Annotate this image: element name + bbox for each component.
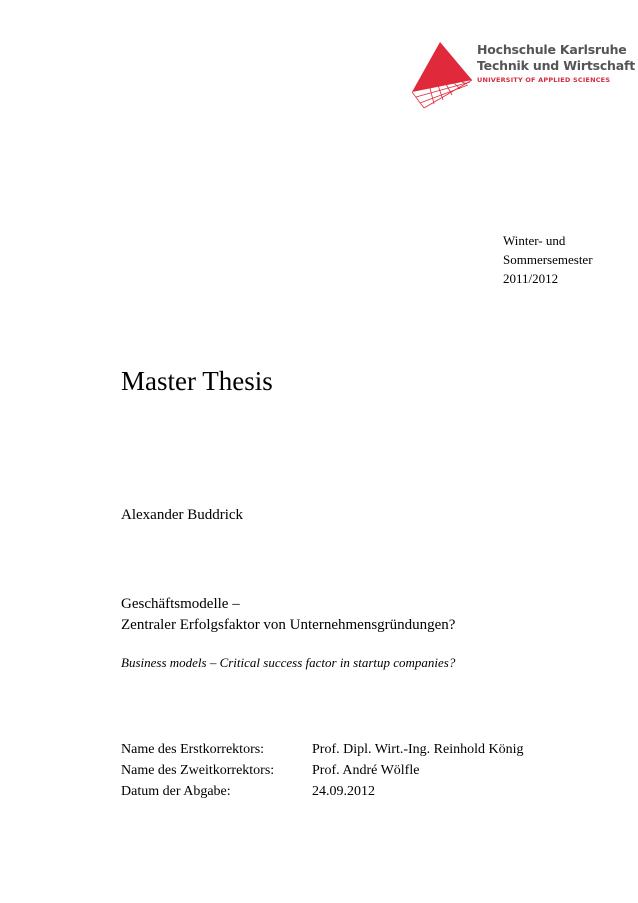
meta-row-second-examiner bbox=[121, 760, 524, 781]
metadata-table bbox=[121, 739, 524, 802]
document-title: Master Thesis bbox=[121, 366, 273, 396]
topic-line-2: Zentraler Erfolgsfaktor von Unternehmensgründungen? bbox=[121, 617, 456, 633]
meta-row-first-examiner bbox=[121, 739, 524, 760]
semester-line-3: 2011/2012 bbox=[503, 271, 559, 286]
university-emblem-icon bbox=[412, 42, 474, 110]
meta-value: Prof. Dipl. Wirt.-Ing. Reinhold König bbox=[312, 742, 524, 757]
logo-line-3: UNIVERSITY OF APPLIED SCIENCES bbox=[477, 76, 611, 84]
english-subtitle: Business models – Critical success factor in startup companies? bbox=[121, 655, 456, 670]
university-logo bbox=[412, 40, 636, 110]
meta-row-submission-date bbox=[121, 781, 524, 802]
meta-label: Datum der Abgabe: bbox=[121, 784, 231, 799]
meta-value: 24.09.2012 bbox=[312, 784, 375, 799]
semester-line-1: Winter- und bbox=[503, 233, 566, 248]
topic-line-1: Geschäftsmodelle – bbox=[121, 596, 240, 612]
thesis-topic bbox=[121, 594, 455, 636]
logo-line-2: Technik und Wirtschaft bbox=[477, 58, 636, 73]
logo-line-1: Hochschule Karlsruhe bbox=[477, 42, 627, 57]
semester-block bbox=[503, 231, 593, 288]
semester-line-2: Sommersemester bbox=[503, 252, 593, 267]
meta-value: Prof. André Wölfle bbox=[312, 763, 420, 778]
meta-label: Name des Erstkorrektors: bbox=[121, 742, 265, 757]
meta-label: Name des Zweitkorrektors: bbox=[121, 763, 275, 778]
author-name: Alexander Buddrick bbox=[121, 507, 244, 523]
